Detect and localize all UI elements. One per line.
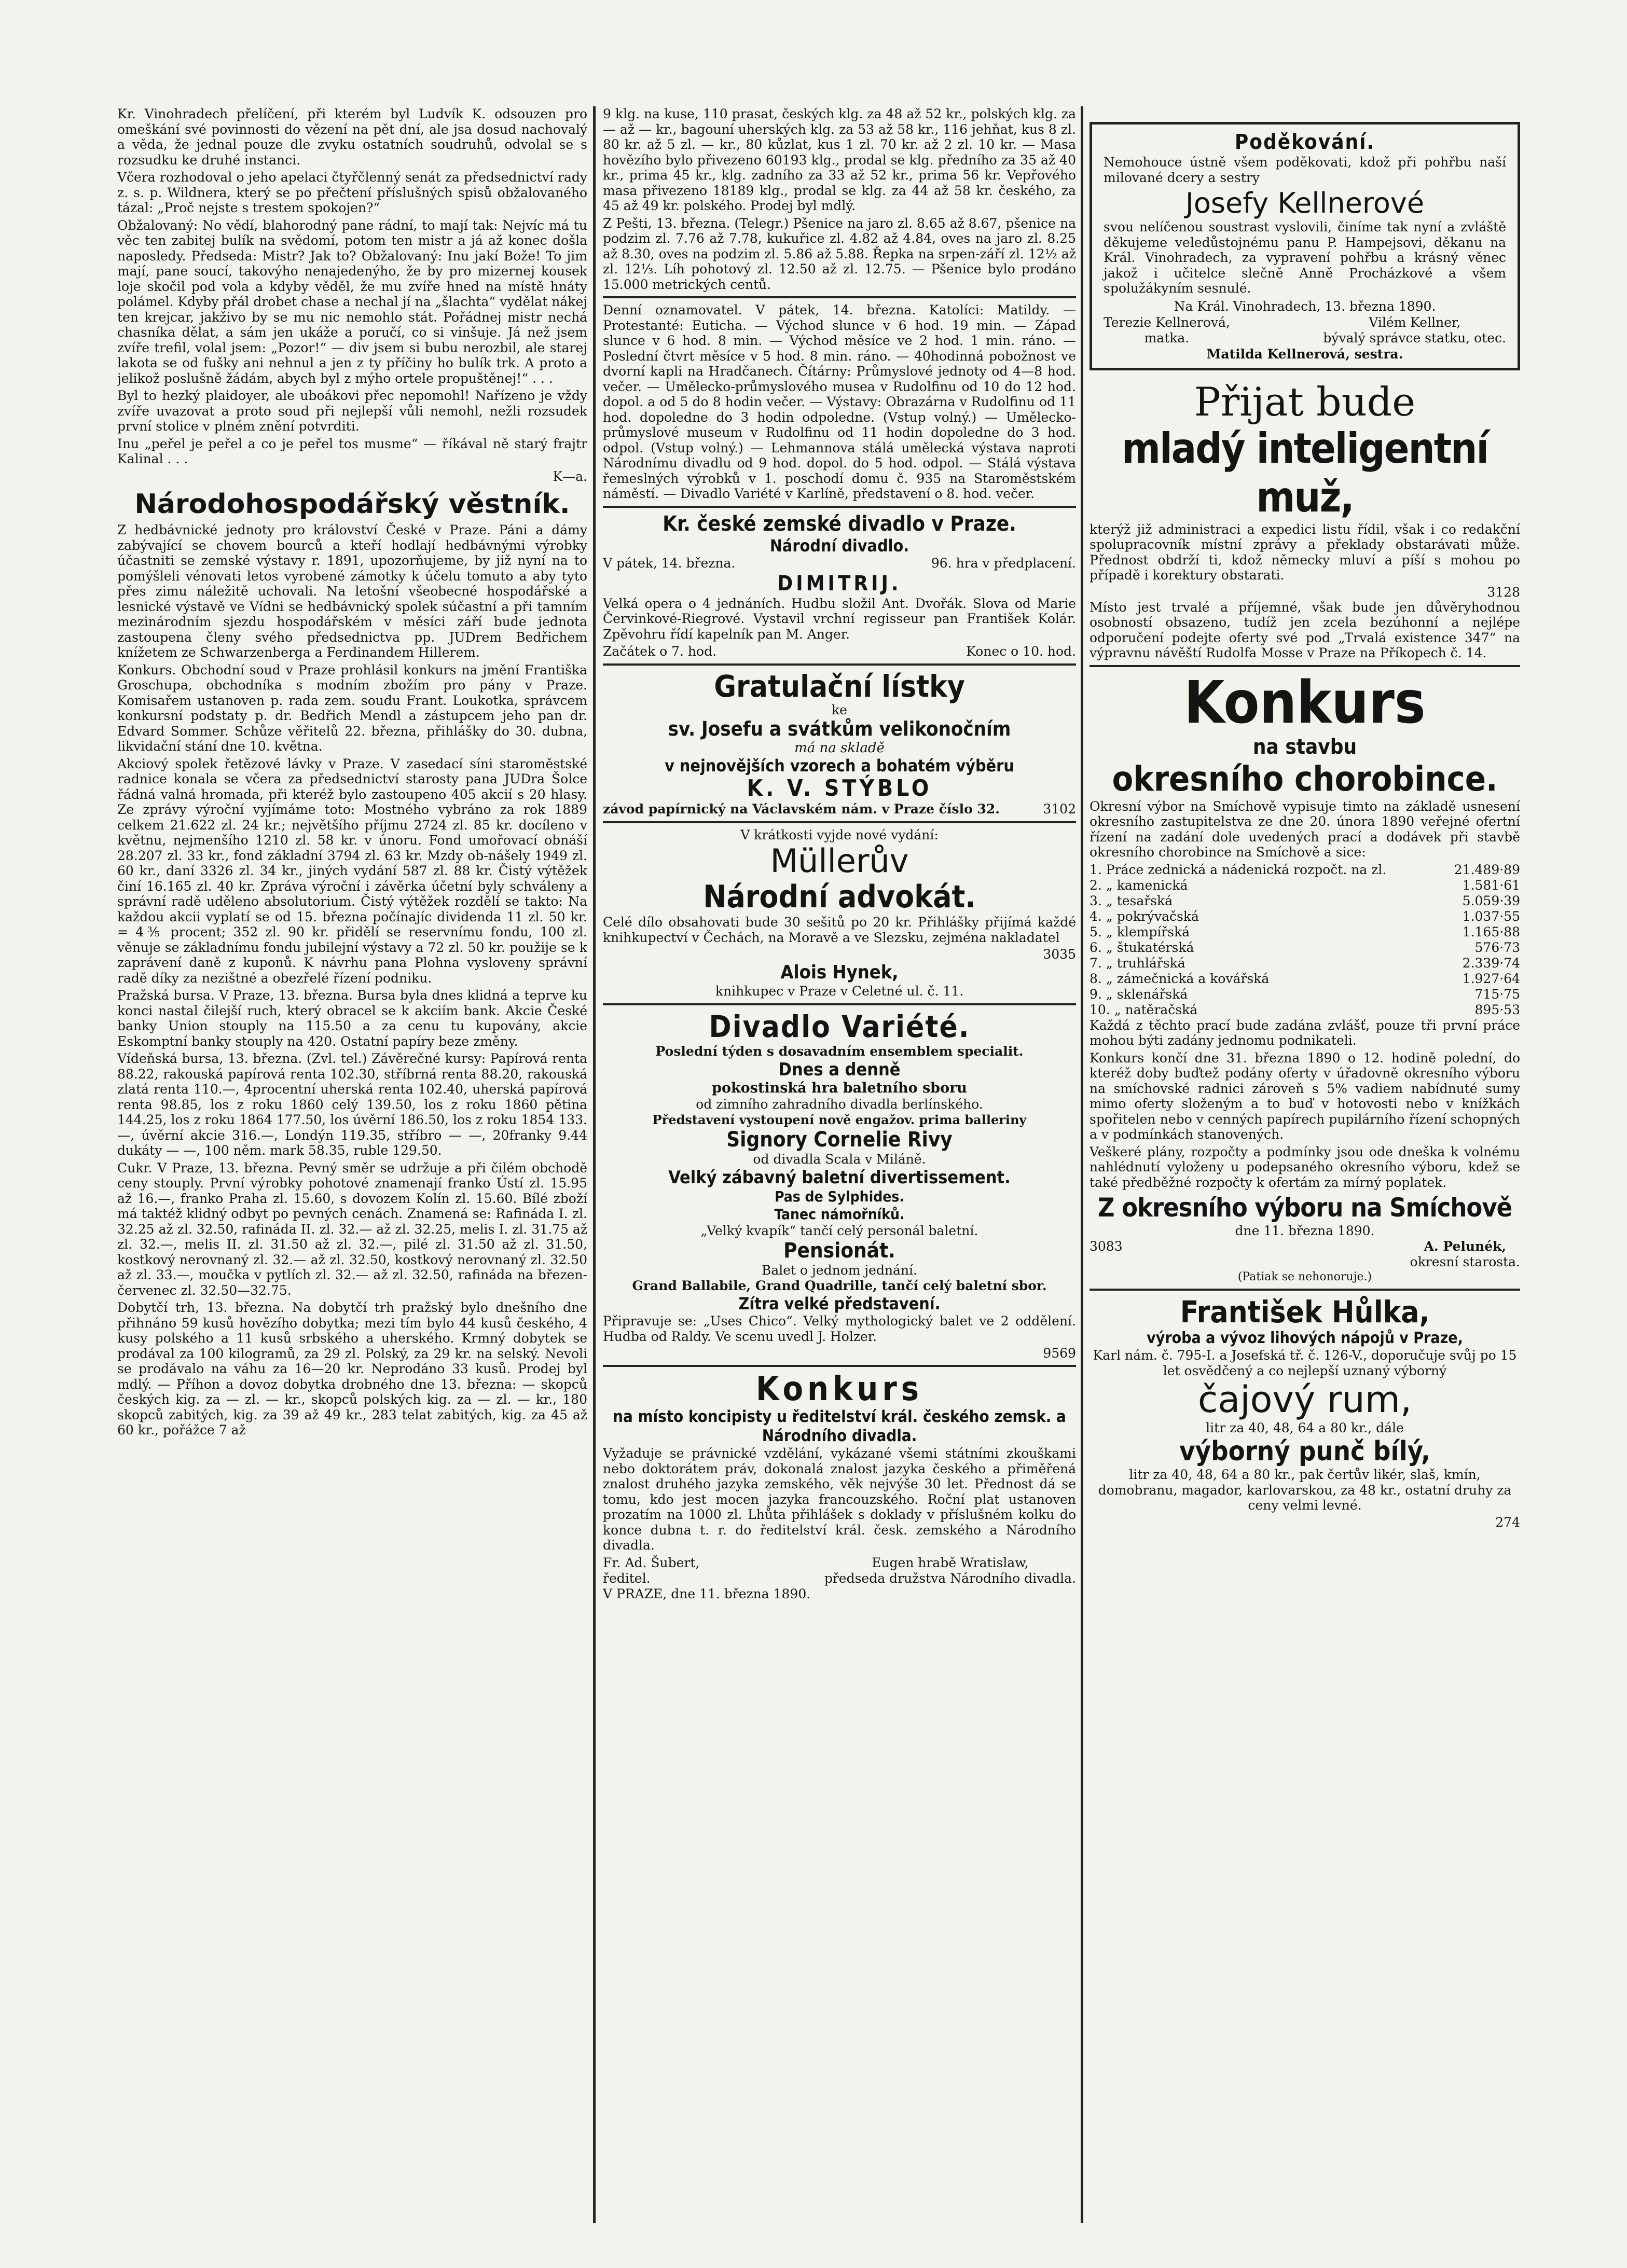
konk-item: [1090, 924, 1520, 940]
trial-paragraph-1: Kr. Vinohradech přelíčení, při kterém byl Ludvík K. odsouzen pro omeškání své povinnosti do vězení na pět dní, ale jsa dosud nachovalý a věda, že jednal pouze dle zvyku ostatních soudruhů, odvolal se s rozsudku ke druhé instanci.: [117, 106, 587, 168]
book-author: Müllerův: [770, 842, 909, 880]
theatre-play-title: DIMITRIJ.: [777, 571, 902, 596]
thanks-signature-mother: [1104, 315, 1230, 346]
konk-item: [1090, 987, 1520, 1002]
hulka-title: František Hůlka,: [1180, 1294, 1430, 1330]
greeting-cards-ad: [603, 670, 1076, 817]
konk-item: [1090, 909, 1520, 924]
konk-signature-row: [1090, 1239, 1520, 1270]
variete-line-14: Grand Ballabile, Grand Quadrille, tančí celý baletní sbor.: [632, 1278, 1047, 1293]
cards-selection: v nejnovějších vzorech a bohatém výběru: [665, 756, 1014, 776]
konk-item-label: 10. „ natěračská: [1090, 1002, 1198, 1017]
thanks-s1-name: Terezie Kellnerová,: [1104, 314, 1230, 330]
thanks-place: Na Král. Vinohradech, 13. března 1890.: [1174, 298, 1436, 314]
divider: [603, 821, 1076, 823]
theatre-konkurs-ad: [603, 1371, 1076, 1602]
thanks-s2-name: Vilém Kellner,: [1369, 314, 1461, 330]
divider: [603, 1365, 1076, 1367]
konk-item-label: 5. „ klempířská: [1090, 924, 1190, 939]
variete-line-4: od zimního zahradního divadla berlínského.: [696, 1097, 983, 1112]
konk-item-value: 5.059·39: [1462, 893, 1520, 908]
variete-line-12: Pensionát.: [783, 1239, 895, 1263]
konk-items: [1090, 862, 1520, 1018]
variete-line-3: pokostinská hra baletního sboru: [712, 1080, 967, 1096]
konkurs2-signature-2: [824, 1555, 1076, 1586]
theatre-start: Začátek o 7. hod.: [603, 644, 717, 659]
konkurs2-sig2-name: Eugen hrabě Wratislaw,: [872, 1555, 1029, 1570]
konk-item-value: 715·75: [1474, 986, 1520, 1002]
variete-line-9: Pas de Sylphides.: [775, 1188, 904, 1205]
theatre-notice: [603, 512, 1076, 660]
hulka-address: Karl nám. č. 795-I. a Josefská tř. č. 126-V., doporučuje svůj po 15 let osvědčený a co nejlepší uznaný výborný: [1093, 1348, 1517, 1378]
konk-from: Z okresního výboru na Smíchově: [1097, 1193, 1512, 1223]
variete-line-10: Tanec námořníků.: [774, 1206, 905, 1223]
konk-subtitle: na stavbu: [1252, 735, 1357, 759]
konk-item-value: 1.581·61: [1462, 877, 1520, 893]
cards-address-row: [603, 801, 1076, 817]
hulka-rum: čajový rum,: [1197, 1378, 1412, 1421]
job-text: kterýž již administraci a expedici listu řídil, však i co redakční spolupracovník místní zprávy a překlady obstarávati může. Přednost obdrží ti, kdož německy mluví a píší s mohou po případě i korektury obstarati.: [1090, 521, 1520, 583]
konk-subtitle-2: okresního chorobince.: [1112, 758, 1498, 799]
trial-paragraph-3: Obžalovaný: No vědí, blahorodný pane rádní, to mají tak: Nejvíc má tu věc ten zabitej bulík na svědomí, potom ten mistr a já až konec došla naposledy. Předseda: Mistr? Jak to? Obžalovaný: Inu jakí Bože! To jim mají, pane soucí, takovýho nenajedenýho, že by pro mizernej kousek loje skočil pod vola a kdyby věděl, že mu zvíře hned na místě hnáty polámel. Kdyby přál drobet chase a nechal jí na „šlachta“ vydělat nákej ten krejcar, jakživo by se mu nic nemohlo stát. Pořádnej mistr nechá chasníka dělat, a sám jen ukáže a poručí, co si vinšuje. Já než jsem zvíře trefil, volal jsem: „Pozor!“ — div jsem si bubu nerozbil, ale starej lakota se od fušky ani nehnul a jen z ty příčiny ho bulík trk. A proto a jelikož poslušně žádám, abych byl z mýho ortele propuštěnej!“ . . .: [117, 217, 587, 386]
book-title: Národní advokát.: [703, 879, 976, 915]
variete-line-1: Poslední týden s dosavadním ensemblem specialit.: [655, 1044, 1024, 1059]
konk-item-value: 1.165·88: [1462, 924, 1520, 939]
konk-paragraph-4: Veškeré plány, rozpočty a podmínky jsou ode dneška k volnému nahlédnutí vyloženy u podepsaného okresního výboru, kdež se také předběžné rozpočty k ofertám za mírný poplatek.: [1090, 1144, 1520, 1190]
book-publisher-address: knihkupec v Praze v Celetné ul. č. 11.: [715, 984, 964, 999]
job-number: 3128: [1487, 584, 1520, 600]
column-right: [1090, 106, 1520, 2223]
hulka-paragraph: litr za 40, 48, 64 a 80 kr., pak čertův likér, slaš, kmín, domobranu, magador, karlovarskou, za 48 kr., ostatní druhy za ceny velmi levné.: [1098, 1467, 1512, 1513]
thanks-s1-role: matka.: [1144, 330, 1190, 345]
thanks-signatures: [1104, 315, 1506, 346]
konk-paragraph-3: Konkurs končí dne 31. března 1890 o 12. hodině polední, do kteréž doby buďtež podány oferty v úřadovně okresního výboru na smíchovské radnici zároveň s 5% vadiem nabídnuté sumy mimo oferty složeným a to buď v hotovosti nebo v knížkách spořitelen nebo v cenných papírech pupilárního řízení schopných a v podmínkách stanovených.: [1090, 1050, 1520, 1142]
job-line-1: Přijat bude: [1194, 378, 1416, 425]
trial-paragraph-5: Inu „peřel je peřel a co je peřel tos musme“ — říkával ně starý frajtr Kalinal . . .: [117, 436, 587, 466]
konk-item-label: 8. „ zámečnická a kovářská: [1090, 971, 1270, 986]
variete-line-8: Velký zábavný baletní divertissement.: [668, 1167, 1011, 1188]
divider: [1090, 665, 1520, 667]
konkurs2-sig1-name: Fr. Ad. Šubert,: [603, 1555, 700, 1570]
column-rule-right: [1081, 106, 1083, 2223]
konk-signature: [1410, 1239, 1520, 1270]
grain-paragraph: Z Pešti, 13. března. (Telegr.) Pšenice na jaro zl. 8.65 až 8.67, pšenice na podzim zl. 7.76 až 7.78, kukuřice zl. 4.82 až 4.84, oves na jaro zl. 8.25 až 8.30, oves na podzim zl. 5.86 až 5.88. Řepka na srpen-září zl. 12½ až zl. 12⅓. Líh pohotový zl. 12.50 až zl. 12.75. — Pšenice bylo prodáno 15.000 metrických centů.: [603, 215, 1076, 292]
thanks-name: Josefy Kellnerové: [1185, 187, 1425, 219]
konk-item-value: 895·53: [1474, 1002, 1520, 1017]
konk-item: [1090, 862, 1520, 878]
variete-line-11: „Velký kvapík“ tančí celý personál baletní.: [700, 1223, 978, 1238]
divider: [603, 663, 1076, 666]
konk-item: [1090, 878, 1520, 893]
trial-paragraph-4: Byl to hezký plaidoyer, ale uboákovi přec nepomohl! Nařízeno je vždy zvíře uvazovat a proto soud při nejlepší vůli nemohl, nežli rozsudek první stolice v plném znění potvrditi.: [117, 388, 587, 434]
vienna-exchange-paragraph: Vídeňská bursa, 13. března. (Zvl. tel.) Závěrečné kursy: Papírová renta 88.22, rakouská papírová renta 102.30, stříbrná renta 88.20, rakouská zlatá renta 110.—, 4procentní uherská renta 102.40, uherská papírová renta 98.85, los z roku 1860 celý 139.50, los z roku 1860 pětina 144.25, los z roku 1864 177.50, los úvěrní 186.50, los z roku 1854 133.—, úvěrní akcie 316.—, Londýn 119.35, stříbro — —, 20franky 9.44 dukáty — —, 100 něm. mark 58.35, ruble 129.50.: [117, 1051, 587, 1158]
hulka-punch: výborný punč bílý,: [1179, 1436, 1430, 1467]
market-continuation: 9 klg. na kuse, 110 prasat, českých klg. za 48 až 52 kr., polských klg. za — až — kr., bagouní uherských klg. za 53 až 58 kr., 116 jehňat, kus 8 zl. 80 kr. až 5 zl. — kr., 80 kůzlat, kus 1 zl. 70 kr. až 2 zl. 10 kr. — Masa hovězího bylo přivezeno 60193 klg., prodal se klg. předního za 35 až 40 kr., prima 45 kr., klg. zadního za 33 až 52 kr., prima 56 kr. Vepřového masa přivezeno 18189 klg., prodal se klg. za 44 až 58 kr. českého, za 45 až 49 kr. polského. Prodej byl mdlý.: [603, 106, 1076, 213]
konk-item-label: 1. Práce zednická a nádenická rozpočt. na zl.: [1090, 862, 1387, 877]
theatre-description: Velká opera o 4 jednáních. Hudbu složil Ant. Dvořák. Slova od Marie Červinkové-Riegrové. Vystavil vrchní regisseur pan František Kolár. Zpěvohru řídí kapelník pan M. Anger.: [603, 596, 1076, 642]
book-number: 3035: [1043, 947, 1076, 962]
hulka-ad: [1090, 1295, 1520, 1530]
konk-item-label: 3. „ tesařská: [1090, 893, 1173, 908]
konk-item-value: 1.037·55: [1462, 908, 1520, 924]
job-line-2: mladý inteligentní muž,: [1121, 424, 1488, 521]
konkurs2-sig1-role: ředitel.: [603, 1570, 651, 1586]
thanks-signature-sister: Matilda Kellnerová, sestra.: [1206, 346, 1403, 362]
variete-title: Divadlo Variété.: [709, 1009, 970, 1044]
konk-item: [1090, 956, 1520, 971]
konk-item-value: 1.927·64: [1462, 971, 1520, 986]
konk-item: [1090, 1002, 1520, 1018]
konk-item-label: 4. „ pokrývačská: [1090, 908, 1199, 924]
konk-item-value: 21.489·89: [1454, 862, 1520, 877]
konk-item-value: 576·73: [1474, 939, 1520, 955]
theatre-times: [603, 644, 1076, 659]
variete-line-16: Připravuje se: „Uses Chico“. Velký mythologický balet ve 2 oddělení. Hudba od Raldy. Ve scenu uvedl J. Holzer.: [603, 1313, 1076, 1344]
theatre-end: Konec o 10. hod.: [966, 644, 1076, 659]
theatre-subtitle: Národní divadlo.: [769, 535, 909, 556]
divider: [603, 506, 1076, 508]
book-publisher: Alois Hynek,: [780, 962, 899, 983]
konk-date: dne 11. března 1890.: [1235, 1223, 1375, 1238]
konk-note: (Patiak se nehonoruje.): [1237, 1270, 1372, 1283]
konk-paragraph-1: Okresní výbor na Smíchově vypisuje timto na základě usnesení okresního zastupitelstva ze dne 20. února 1890 veřejné ofertní řízení na zadání dole uvedených prací a dodávek při stavbě okresního chorobince na Smíchově a sice:: [1090, 798, 1520, 860]
section-heading-economy: Národohospodářský věstník.: [134, 489, 570, 520]
konk-item: [1090, 971, 1520, 987]
thanks-signature-father: [1323, 315, 1506, 346]
variete-line-6: Signory Cornelie Rivy: [726, 1128, 953, 1152]
column-middle: [603, 106, 1076, 2223]
konk-paragraph-2: Každá z těchto prací bude zadána zvlášť, pouze tři první práce mohou býti zadány jednomu podnikateli.: [1090, 1017, 1520, 1048]
konk-item: [1090, 893, 1520, 909]
konk-title: Konkurs: [1184, 669, 1426, 737]
variete-number: 9569: [1043, 1346, 1076, 1361]
konkurs2-subtitle: na místo koncipisty u ředitelství král. českého zemsk. a Národního divadla.: [613, 1407, 1066, 1445]
prague-exchange-paragraph: Pražská bursa. V Praze, 13. března. Bursa byla dnes klidná a teprve ku konci nastal čilejší ruch, který obracel se k akciím bank. Akcie České banky Union stouply na 115.50 a za cenu tu kupovány, akcie Eskomptní banky stouply na 420. Ostatní papíry beze změny.: [117, 988, 587, 1049]
cards-firm: K. V. STÝBLO: [747, 775, 932, 801]
cards-address: závod papírnický na Václavském nám. v Praze číslo 32.: [603, 801, 1000, 817]
hulka-number: 274: [1495, 1514, 1520, 1530]
daily-calendar-paragraph: Denní oznamovatel. V pátek, 14. března. Katolíci: Matildy. — Protestanté: Euticha. — Východ slunce v 6 hod. 19 min. — Západ slunce v 6 hod. 8 min. — Východ měsíce ve 2 hod. 1 min. ráno. — Poslední čtvrt měsíce v 5 hod. 8 min. ráno. — 40hodinná pobožnost ve dvorní kapli na Hradčanech. Čítárny: Průmyslové jednoty od 4—8 hod. večer. — Umělecko-průmyslového musea v Rudolfinu od 10 do 12 hod. dopol. a od 5 do 8 hodin večer. — Výstavy: Obrazárna v Rudolfinu od 11 hod. dopoledne do 3 hodin odpoledne. (Vstup volný.) — Umělecko-průmyslové museum v Rudolfinu od 11 hodin dopoledne do 3 hod. odpol. (Vstup volný.) — Lehmannova stálá umělecká výstava naproti Národnímu divadlu od 9 hod. dopol. do 5 hod. odpol. — Stálá výstava řemeslných výrobků v 1. poschodí domu č. 935 na Staroměstském náměstí. — Divadlo Variété v Karlíně, představení o 8. hod. večer.: [603, 302, 1076, 501]
book-intro: V krátkosti vyjde nové vydání:: [740, 827, 939, 842]
thanks-paragraph-1: Nemohouce ústně všem poděkovati, kdož při pohřbu naší milované dcery a sestry: [1104, 155, 1506, 185]
silk-paragraph: Z hedbávnické jednoty pro království České v Praze. Páni a dámy zabývající se chovem bourců a kteří hodlají hedbávnými výrobky účastniti se zemské výstavy r. 1891, upozorňujeme, by již nyní na to pomýšleli vénovati letos vyrobené zámotky k účelu tomuto a aby tyto přes zimu náležitě uchovali. Na letošní všeobecné hospodářské a lesnické výstavě ve Vídni se hedbávnický spolek súčastní a při tamním mezinárodním sjezdu hospodářském v měsíci září bude jednota zastoupena členy svého předsednictva pp. JUDrem Bedřichem knížetem ze Schwarzenberga a Ferdinandem Hillerem.: [117, 522, 587, 660]
divider: [603, 296, 1076, 298]
konk-number: 3083: [1090, 1239, 1123, 1254]
job-ad: [1090, 380, 1520, 661]
konkurs2-title: Konkurs: [755, 1370, 923, 1408]
thanks-paragraph-2: svou nelíčenou soustrast vyslovili, činíme tak nyní a zvláště děkujeme veledůstojnému panu P. Hampejsovi, děkanu na Král. Vinohradech, za vypravení pohřbu a krásný věnec jakož i učitelce slečně Anně Procházkové a všem spolužákyním sesnulé.: [1104, 219, 1506, 296]
konk-item-value: 2.339·74: [1462, 955, 1520, 971]
konk-item-label: 7. „ truhlářská: [1090, 955, 1185, 971]
sugar-paragraph: Cukr. V Praze, 13. března. Pevný směr se udržuje a při čilém obchodě ceny stouply. První výrobky pohotové znamenají franko Ústí zl. 15.95 až 16.—, franko Praha zl. 15.60, s dovozem Kolín zl. 15.60. Bílé zboží má taktéž klidný odbyt po pevných cenách. Znamená se: Rafináda I. zl. 32.25 až zl. 32.50, rafináda II. zl. 32.— až zl. 32.25, melis I. zl. 31.75 až zl. 32.—, melis II. zl. 31.50 až zl. 32.—, pilé zl. 31.50 až zl. 31.50, kostkový nerovnaný zl. 32.— až zl. 32.50, kostkový nerovnaný zl. 32.50 až zl. 33.—, moučka v pytlích zl. 32.— až zl. 32.50, rafináda na březen-červenec zl. 32.50—32.75.: [117, 1160, 587, 1298]
konk-sig-role: okresní starosta.: [1410, 1254, 1520, 1269]
hulka-price: litr za 40, 48, 64 a 80 kr., dále: [1206, 1420, 1404, 1435]
cards-occasion: sv. Josefu a svátkům velikonočním: [668, 717, 1011, 740]
konkurs2-signatures: [603, 1555, 1076, 1586]
book-ad: [603, 827, 1076, 999]
theatre-subscription: 96. hra v předplacení.: [931, 555, 1076, 571]
hospital-konkurs-ad: [1090, 671, 1520, 1285]
book-text: Celé dílo obsahovati bude 30 sešitů po 20 kr. Přihlášky přijímá každé knihkupectví v Čechách, na Moravě a ve Slezsku, zejména nakladatel: [603, 915, 1076, 945]
konkurs2-signature-1: [603, 1555, 699, 1586]
konk-item-label: 2. „ kamenická: [1090, 877, 1188, 893]
bankruptcy-paragraph: Konkurs. Obchodní soud v Praze prohlásil konkurs na jmění Františka Groschupa, obchodníka s modním zbožím pro pány v Praze. Komisařem ustanoven p. rada zem. soudu Frant. Loukotka, správcem konkursní podstaty p. dr. Bedřich Mendl a zástupcem jeho pan dr. Edvard Sommer. Schůze věřitelů 22. března, přihlášky do 30. dubna, likvidační stání dne 10. května.: [117, 662, 587, 754]
cards-title: Gratulační lístky: [714, 669, 965, 704]
column-rule-left: [593, 106, 596, 2223]
konkurs2-date: V PRAZE, dne 11. března 1890.: [603, 1586, 811, 1601]
chain-bridge-paragraph: Akciový spolek řetězové lávky v Praze. V zasedací síni staroměstské radnice konala se včera za předsednictví starosty pana JUDra Šolce řádná valná hromada, při kteréž bylo zastoupeno 405 akcií s 20 hlasy. Ze zprávy výroční vyjímáme toto: Mostného vybráno za rok 1889 celkem 21.622 zl. 24 kr.; největšího příjmu 2724 zl. 85 kr. docíleno v květnu, nejmenšího 1210 zl. 58 kr. v únoru. Fond umořovací obnáší 28.207 zl. 33 kr., fond základní 3794 zl. 63 kr. Mzdy ob-nášely 1949 zl. 60 kr., daní 3326 zl. 34 kr., jiných vydání 587 zl. 88 kr. Čistý výtěžek činí 16.165 zl. 40 kr. Zpráva výroční i závěrka účetní byly schváleny a správní radě uděleno absolutorium. Čistý výtěžek rozdělí se takto: Na každou akcii vyplatí se od 15. března počínajíc dividenda 11 zl. 50 kr. = 4⅗ procent; 352 zl. 90 kr. přidělí se reservnímu fondu, 100 zl. věnuje se základnímu fondu jubilejní výstavy a 72 zl. 50 kr. použije se k zaprávení daně z kuponů. K návrhu pana Plohna vysloveny správní radě díky za nezištné a obezřelé řízení podniku.: [117, 756, 587, 986]
thanks-title: Poděkování.: [1234, 130, 1375, 154]
variete-line-2: Dnes a denně: [778, 1059, 901, 1080]
variete-line-5: Představení vystoupení nově engažov. prima balleriny: [652, 1112, 1027, 1127]
trial-signature: K—a.: [553, 468, 587, 484]
konk-sig-name: A. Pelunék,: [1424, 1239, 1507, 1254]
cards-number: 3102: [1043, 801, 1076, 817]
job-text-2: Místo jest trvalé a příjemné, však bude jen důvěryhodnou osobností obsazeno, tudíž jen zcela bezúhonní a nejlépe odporučení podejte oferty své pod „Trvalá existence 347“ na výpravnu návěští Rudolfa Mosse v Praze na Příkopech č. 14.: [1090, 599, 1520, 660]
trial-paragraph-2: Včera rozhodoval o jeho apelaci čtyřčlenný senát za předsednictví rady z. s. p. Wildnera, který se po přečtení příslušných spisů obžalovaného tázal: „Proč nejste s trestem spokojen?“: [117, 170, 587, 215]
variete-ad: [603, 1009, 1076, 1361]
divider: [1090, 1289, 1520, 1291]
theatre-date: V pátek, 14. března.: [603, 555, 736, 571]
konk-item-label: 9. „ sklenářská: [1090, 986, 1188, 1002]
cards-ke: ke: [832, 702, 847, 717]
divider: [603, 1003, 1076, 1005]
konk-item: [1090, 940, 1520, 956]
theatre-title: Kr. české zemské divadlo v Praze.: [663, 511, 1016, 536]
hulka-subtitle: výroba a vývoz lihových nápojů v Praze,: [1147, 1329, 1463, 1347]
cards-stock: má na skladě: [794, 740, 885, 756]
konkurs2-sig2-role: předseda družstva Národního divadla.: [824, 1570, 1076, 1586]
column-left: [117, 106, 587, 2223]
theatre-date-row: [603, 556, 1076, 571]
konk-item-label: 6. „ štukatérská: [1090, 939, 1194, 955]
variete-line-15: Zítra velké představení.: [738, 1294, 941, 1313]
thanks-s2-role: bývalý správce statku, otec.: [1323, 330, 1506, 345]
thanks-notice: [1090, 122, 1520, 370]
konkurs2-text: Vyžaduje se právnické vzdělání, vykázané všemi státními zkouškami nebo doktorátem práv, dokonalá znalost jazyka českého a přiměřená znalost druhého jazyka zemského, věk nejvýše 30 let. Přednost dá se tomu, kdo jest mocen jazyka francouzského. Roční plat ustanoven prozatím na 1000 zl. Lhůta přihlášek s doklady v příslušném kolku do konce dubna t. r. do ředitelství král. česk. zemského a Národního divadla.: [603, 1446, 1076, 1553]
variete-line-7: od divadla Scala v Miláně.: [753, 1152, 926, 1167]
variete-line-13: Balet o jednom jednání.: [761, 1263, 917, 1278]
cattle-market-paragraph: Dobytčí trh, 13. března. Na dobytčí trh pražský bylo dnešního dne přihnáno 59 kusů hovězího dobytka; mezi tím bylo 44 kusů českého, 4 kusy polského a 11 kusů srbského a uherského. Krmný dobytek se prodával za 100 kilogramů, za 29 zl. Polský, za 29 kr. na selský. Nevoli se prodávalo na váhu za 16—20 kr. Neprodáno 33 kusů. Prodej byl mdlý. — Příhon a dovoz dobytka drobného dne 13. března: — skopců českých kig. za — zl. — kr., skopců polských kig. za — zl. — kr., 180 skopců zabitých, kig. za 39 až 49 kr., 283 telat zabitých, kig. za 45 až 60 kr., pořážce 7 až: [117, 1300, 587, 1437]
